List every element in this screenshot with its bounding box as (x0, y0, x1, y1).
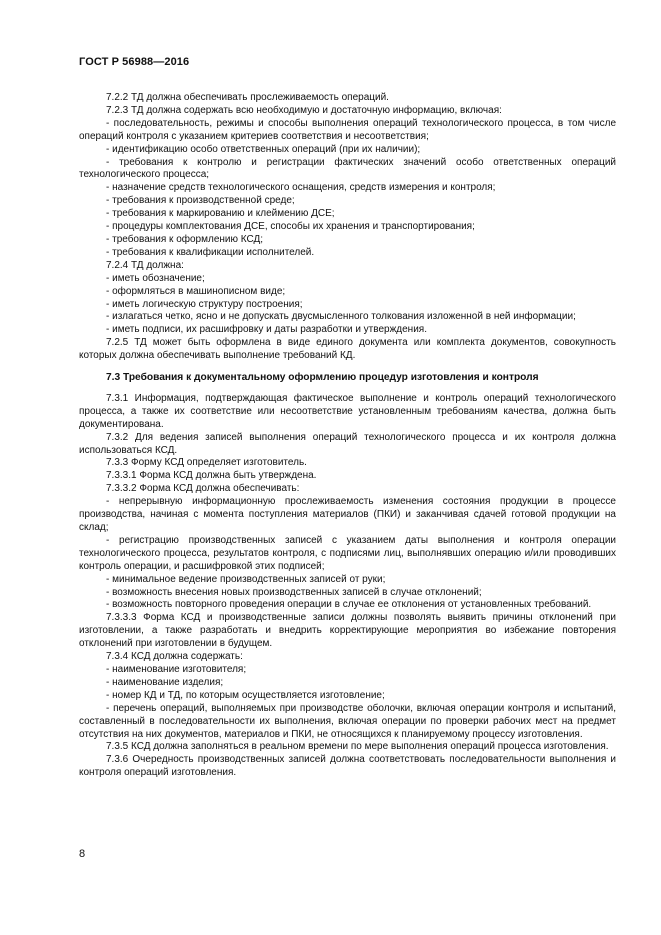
paragraph: 7.3.3 Форму КСД определяет изготовитель. (106, 457, 307, 469)
paragraph: 7.3.3.3 Форма КСД и производственные записи должны позволять выявить причины отклонений при изготовлении, а также разработать и внедрить корректирующие мероприятия во избежание повторения отклонений при изготовлении в будущем. (79, 612, 616, 650)
list-item: - непрерывную информационную прослеживаемость изменения состояния продукции в процессе производства, начиная с момента поступления материалов (ПКИ) и заканчивая сдачей готовой продукции на склад; (79, 496, 616, 533)
list-item: - наименование изделия; (106, 676, 224, 688)
list-item: - перечень операций, выполняемых при производстве оболочки, включая операции контроля и испытаний, составленный в последовательности их выполнения, включая операции по проверки рабочих мест на предмет отсутствия на них документов, материалов и ПКИ, не относящихся к планируемому процессу изготовления. (79, 702, 616, 740)
list-item: - излагаться четко, ясно и не допускать двусмысленного толкования изложенной в ней информации; (106, 311, 576, 323)
list-item: - иметь логическую структуру построения; (106, 298, 303, 310)
document-body (79, 92, 616, 780)
paragraph: 7.3.3.2 Форма КСД должна обеспечивать: (106, 483, 300, 495)
paragraph: 7.3.6 Очередность производственных записей должна соответствовать последовательности выполнения и контроля операций изготовления. (79, 754, 616, 779)
list-item: - требования к маркированию и клеймению ДСЕ; (106, 208, 335, 220)
list-item: - иметь подписи, их расшифровку и даты разработки и утверждения. (106, 324, 427, 336)
list-item: - назначение средств технологического оснащения, средств измерения и контроля; (106, 182, 496, 194)
list-item: - регистрацию производственных записей с указанием даты выполнения и контроля операции технологического процесса, результатов контроля, с подписями лиц, выполнявших операцию и/или проводивших контроль операции, и расшифровкой этих подписей; (79, 534, 616, 572)
paragraph: 7.2.5 ТД может быть оформлена в виде единого документа или комплекта документов, совокупность которых должна обеспечивать выполнение требований КД. (79, 337, 616, 362)
paragraph: 7.2.2 ТД должна обеспечивать прослеживаемость операций. (106, 92, 389, 103)
list-item: - процедуры комплектования ДСЕ, способы их хранения и транспортирования; (106, 221, 475, 233)
list-item: - требования к производственной среде; (106, 195, 295, 207)
list-item: - возможность повторного проведения операции в случае ее отклонения от установленных требований. (106, 599, 592, 611)
list-item: - последовательность, режимы и способы выполнения операций технологического процесса, в том числе операций контроля с указанием критериев соответствия и несоответствия; (79, 117, 616, 142)
list-item: - идентификацию особо ответственных операций (при их наличии); (106, 143, 421, 155)
document-header: ГОСТ Р 56988—2016 (79, 56, 190, 68)
paragraph: 7.3.4 КСД должна содержать: (106, 651, 243, 663)
paragraph: 7.3.2 Для ведения записей выполнения операций технологического процесса и их контроля должна использоваться КСД. (79, 431, 616, 456)
paragraph: 7.3.3.1 Форма КСД должна быть утверждена. (106, 470, 317, 482)
paragraph: 7.3.5 КСД должна заполняться в реальном времени по мере выполнения операций процесса изготовления. (106, 741, 609, 753)
list-item: - номер КД и ТД, по которым осуществляется изготовление; (106, 689, 385, 701)
list-item: - наименование изготовителя; (106, 663, 247, 675)
page-number: 8 (79, 848, 86, 860)
paragraph: 7.3.1 Информация, подтверждающая фактическое выполнение и контроль операций технологического процесса, а также их соответствие или несоответствие установленным требованиям качества, должна быть документирована. (79, 392, 616, 430)
list-item: - минимальное ведение производственных записей от руки; (106, 573, 386, 585)
list-item: - иметь обозначение; (106, 272, 205, 284)
paragraph: 7.2.4 ТД должна: (106, 259, 184, 271)
list-item: - требования к оформлению КСД; (106, 233, 264, 245)
section-heading: 7.3 Требования к документальному оформлению процедур изготовления и контроля (106, 372, 539, 384)
list-item: - требования к контролю и регистрации фактических значений особо ответственных операций технологического процесса; (79, 156, 616, 181)
list-item: - возможность внесения новых производственных записей в случае отклонений; (106, 586, 482, 598)
list-item: - оформляться в машинописном виде; (106, 285, 286, 297)
list-item: - требования к квалификации исполнителей. (106, 246, 315, 258)
paragraph: 7.2.3 ТД должна содержать всю необходимую и достаточную информацию, включая: (106, 104, 502, 116)
